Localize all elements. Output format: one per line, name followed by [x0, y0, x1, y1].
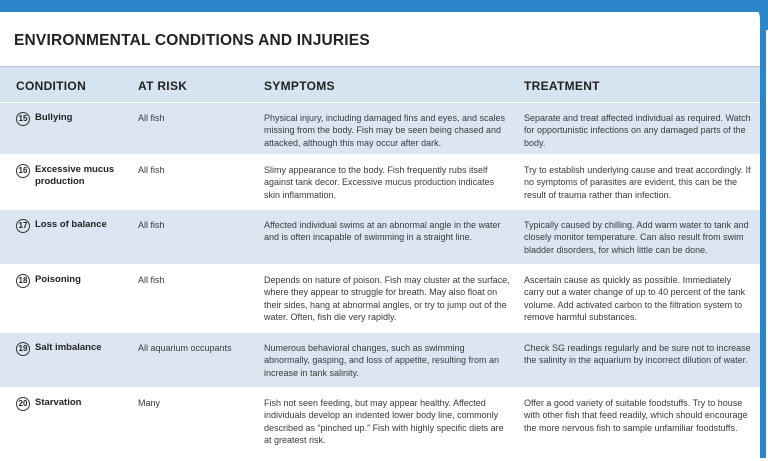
condition-cell: [16, 274, 132, 288]
at-risk-cell: All fish: [138, 165, 165, 175]
table-row: [0, 332, 760, 388]
at-risk-cell: All fish: [138, 275, 165, 285]
condition-name: Salt imbalance: [35, 342, 102, 353]
table-row: [0, 209, 760, 265]
row-number-badge: 18: [16, 274, 30, 288]
header-treatment: TREATMENT: [524, 79, 600, 93]
row-number-badge: 15: [16, 112, 30, 126]
symptoms-cell: Fish not seen feeding, but may appear healthy. Affected individuals develop an indented lower body line, commonly described as “pinched up.” Fish with highly specific diets are at greatest risk.: [264, 398, 504, 446]
treatment-cell: Check SG readings regularly and be sure not to increase the salinity in the aquarium by incorrect dilution of water.: [524, 343, 751, 366]
at-risk-cell: All fish: [138, 220, 165, 230]
table-panel: [0, 12, 766, 458]
row-number-badge: 17: [16, 219, 30, 233]
condition-name: Loss of balance: [35, 219, 107, 230]
treatment-cell: Offer a good variety of suitable foodstuffs. Try to house with other fish that feed readily, which should encourage the more nervous fish to sample unfamiliar foodstuffs.: [524, 398, 748, 433]
row-number-badge: 19: [16, 342, 30, 356]
row-number-badge: 20: [16, 397, 30, 411]
condition-cell: [16, 164, 132, 188]
header-at-risk: AT RISK: [138, 79, 188, 93]
row-number-badge: 16: [16, 164, 30, 178]
symptoms-cell: Affected individual swims at an abnormal angle in the water and is often incapable of swimming in a straight line.: [264, 220, 501, 243]
condition-name: Excessive mucus production: [35, 164, 115, 187]
condition-name: Poisoning: [35, 274, 81, 285]
table-row: [0, 154, 760, 210]
condition-name: Starvation: [35, 397, 82, 408]
table-row: [0, 102, 760, 155]
symptoms-cell: Slimy appearance to the body. Fish frequently rubs itself against tank decor. Excessive mucus production indicates skin inflammation.: [264, 165, 495, 200]
header-symptoms: SYMPTOMS: [264, 79, 335, 93]
table-title: ENVIRONMENTAL CONDITIONS AND INJURIES: [14, 32, 370, 49]
condition-cell: [16, 219, 132, 233]
table-row: [0, 387, 760, 459]
top-accent-bar: [0, 0, 768, 12]
symptoms-cell: Numerous behavioral changes, such as swimming abnormally, gasping, and loss of appetite, resulting from an increase in tank salinity.: [264, 343, 499, 378]
condition-cell: [16, 397, 132, 411]
at-risk-cell: Many: [138, 398, 161, 408]
table-header: [0, 66, 760, 103]
condition-cell: [16, 342, 132, 356]
table-row: [0, 264, 760, 333]
symptoms-cell: Physical injury, including damaged fins and eyes, and scales missing from the body. Fish may be seen being chased and attacked, although this may occur after dark.: [264, 113, 505, 148]
condition-name: Bullying: [35, 112, 73, 123]
at-risk-cell: All fish: [138, 113, 165, 123]
symptoms-cell: Depends on nature of poison. Fish may cluster at the surface, where they appear to struggle for breath. May also float on their sides, hang at abnormal angles, or try to jump out of the water. Often, fish die very rapidly.: [264, 275, 510, 323]
condition-cell: [16, 112, 132, 126]
header-condition: CONDITION: [16, 79, 87, 93]
treatment-cell: Separate and treat affected individual as required. Watch for opportunistic infections on any damaged parts of the body.: [524, 113, 751, 148]
treatment-cell: Typically caused by chilling. Add warm water to tank and closely monitor temperature. Can also result from swim bladder disorders, for which little can be done.: [524, 220, 749, 255]
at-risk-cell: All aquarium occupants: [138, 343, 232, 353]
treatment-cell: Ascertain cause as quickly as possible. Immediately carry out a water change of up to 40 percent of the tank volume. Add activated carbon to the filtration system to remove harmful substances.: [524, 275, 746, 323]
treatment-cell: Try to establish underlying cause and treat accordingly. If no symptoms of parasites are evident, this can be the result of trauma rather than infection.: [524, 165, 751, 200]
